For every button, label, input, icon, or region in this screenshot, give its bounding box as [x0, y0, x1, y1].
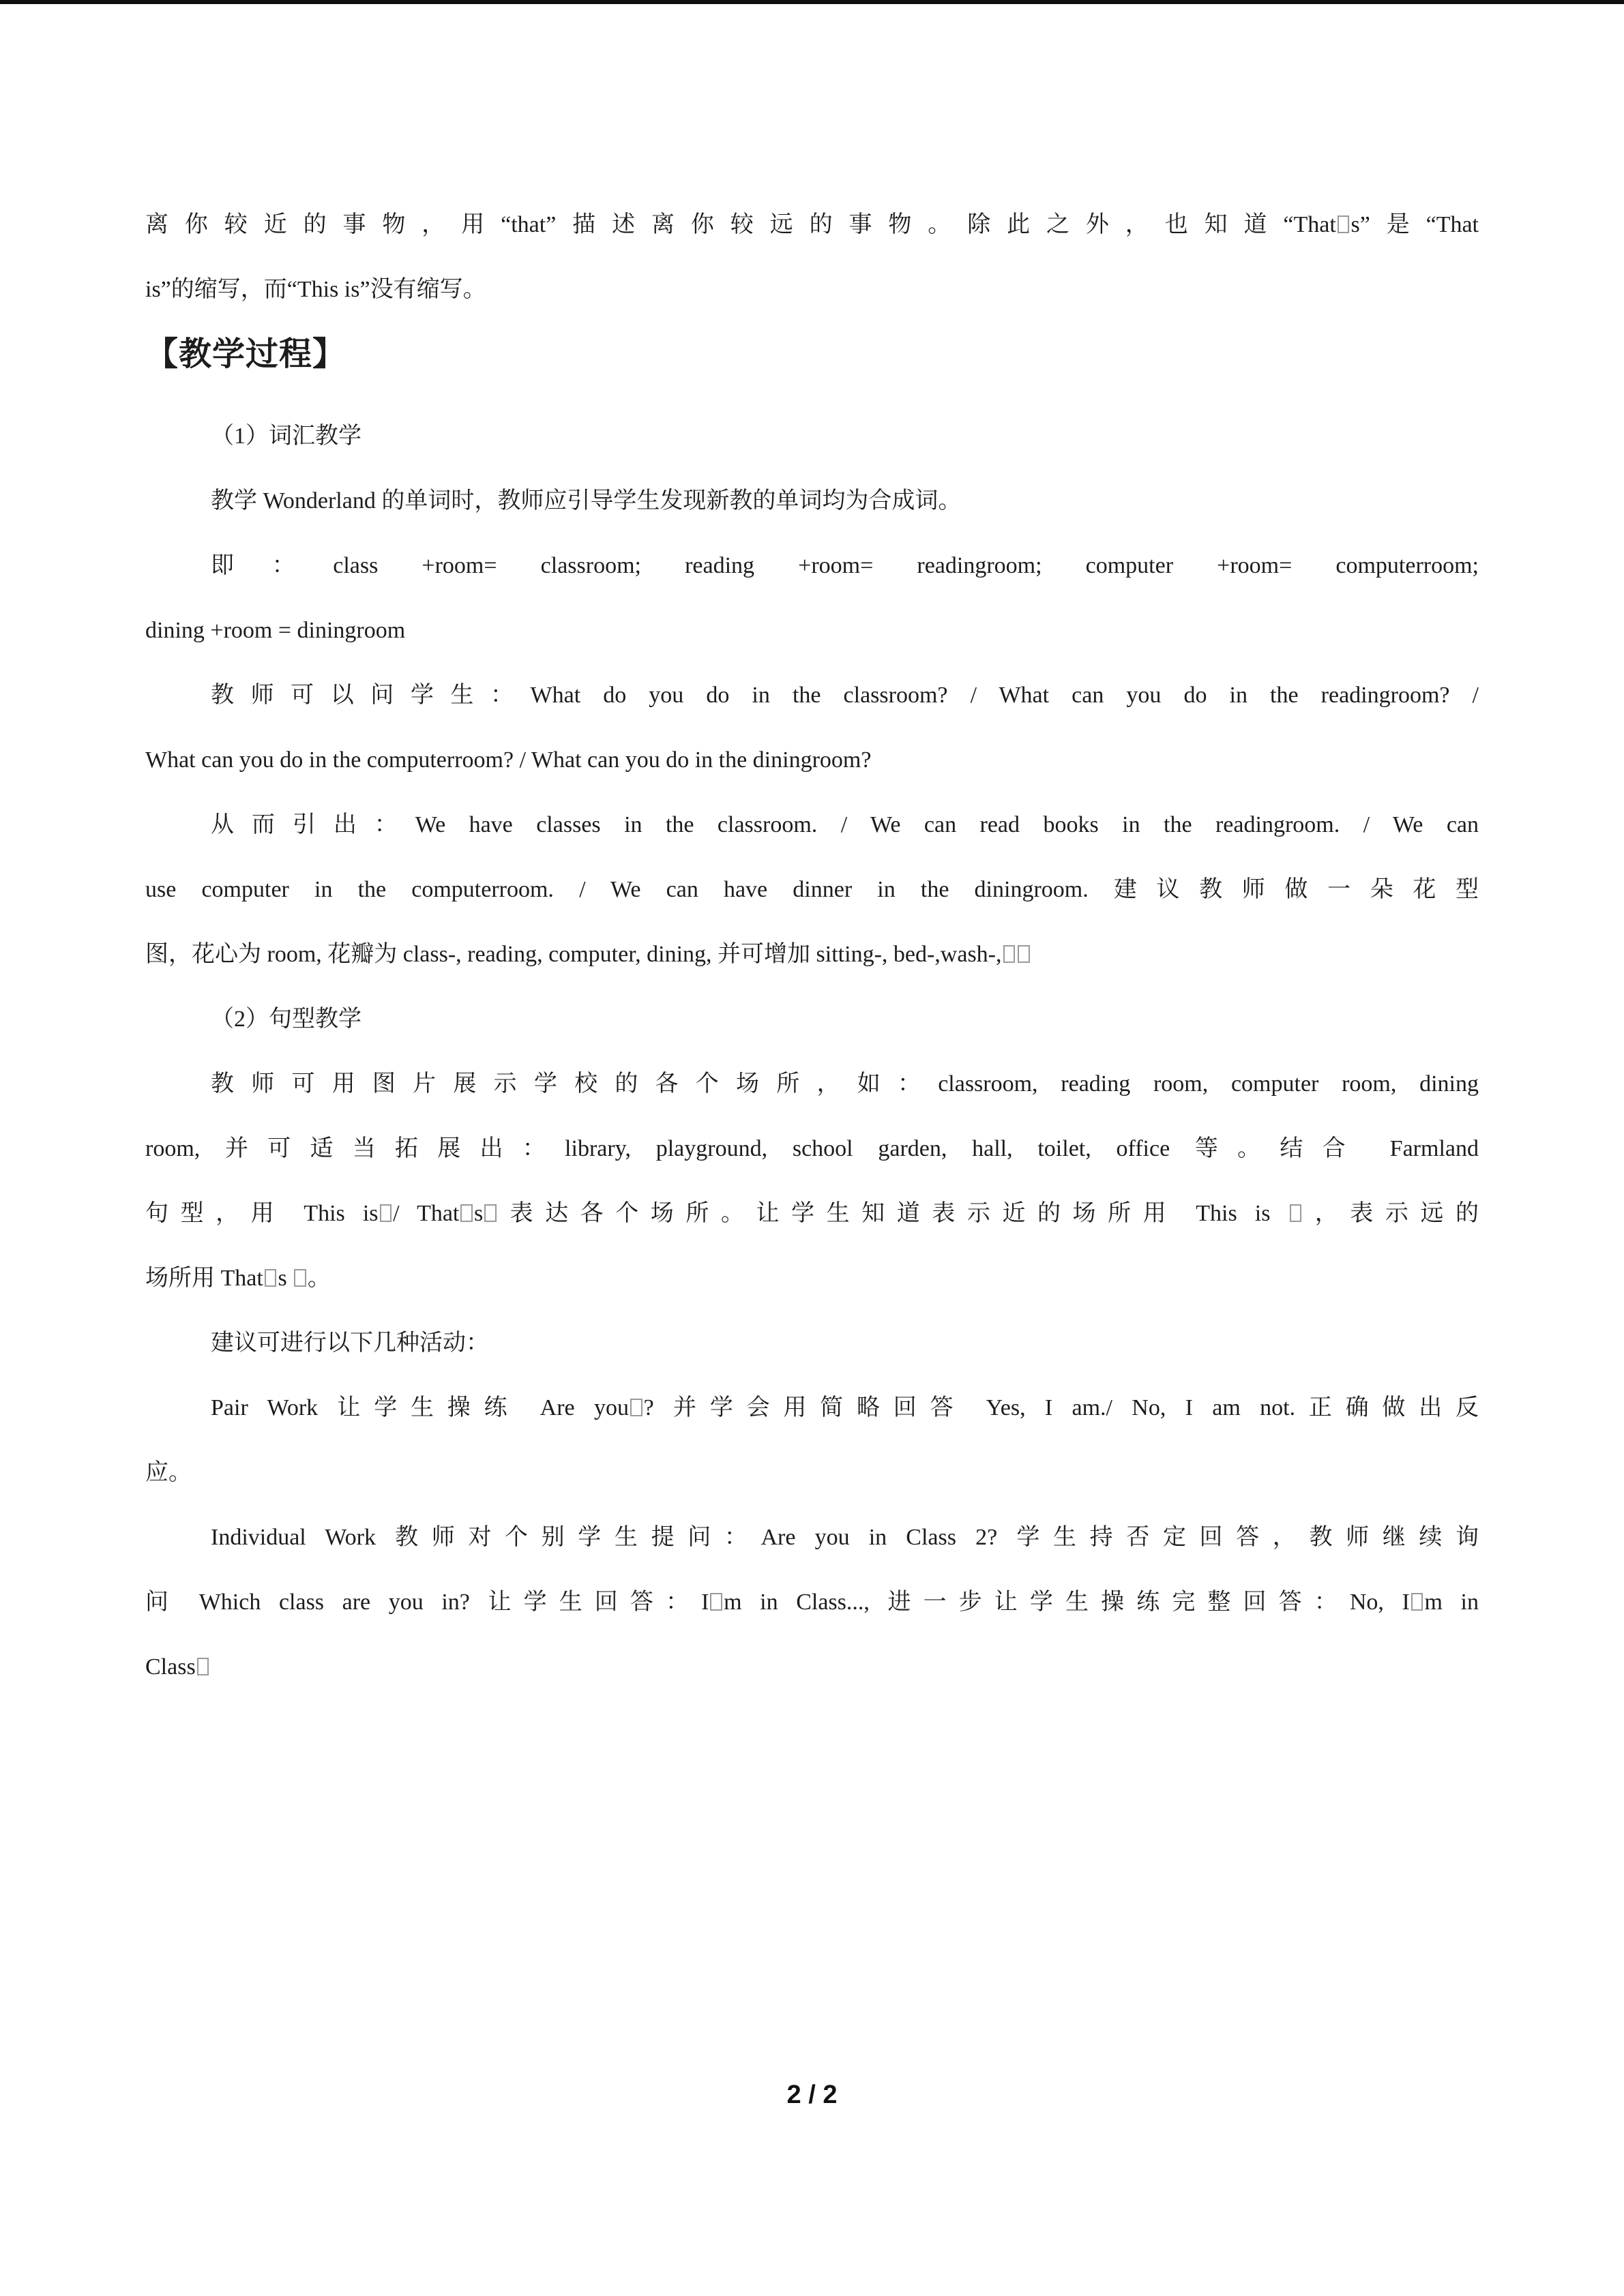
paragraph — [145, 192, 1479, 322]
text-line: dining +room = diningroom — [145, 618, 406, 643]
missing-glyph-box — [197, 1658, 209, 1676]
text-line: （1）词汇教学 — [211, 423, 361, 449]
paragraph — [145, 1311, 1479, 1375]
paragraph — [145, 468, 1479, 533]
text-line: （2）句型教学 — [211, 1007, 361, 1032]
missing-glyph-box — [380, 1204, 392, 1223]
missing-glyph-box — [460, 1204, 473, 1223]
page-number: 2 / 2 — [786, 2081, 838, 2109]
paragraph — [145, 1052, 1479, 1311]
text-line: is”的缩写，而“This is”没有缩写。 — [145, 277, 486, 302]
paragraph — [145, 1375, 1479, 1505]
text-line: 句型，用 This is / That s 表达各个场所。让学生知道表示近的场所用 This is ，表示远的 — [145, 1201, 1479, 1226]
text-line: room, 并可适当拓展出：library, playground, school garden, hall, toilet, office 等。结合 Farmland — [145, 1136, 1479, 1161]
paragraph — [145, 1505, 1479, 1699]
text-line: Individual Work 教师对个别学生提问：Are you in Class 2? 学生持否定回答，教师继续询 — [211, 1525, 1479, 1550]
missing-glyph-box — [710, 1593, 722, 1611]
paragraph — [145, 404, 1479, 468]
paragraph — [145, 533, 1479, 663]
text-line: Class — [145, 1635, 1479, 1699]
section-heading: 【教学过程】 — [145, 336, 346, 372]
missing-glyph-box — [1411, 1593, 1423, 1611]
text-line: 离你较近的事物，用“that”描述离你较远的事物。除此之外，也知道“That s”是“That — [145, 212, 1479, 237]
missing-glyph-box — [630, 1399, 643, 1417]
missing-glyph-box — [1290, 1204, 1302, 1223]
paragraph — [145, 987, 1479, 1052]
missing-glyph-box — [1018, 945, 1030, 964]
paragraph — [145, 663, 1479, 792]
text-line: 从而引出：We have classes in the classroom. / We can read books in the readingroom. / We can — [211, 812, 1479, 837]
text-line: 图，花心为 room, 花瓣为 class-, reading, computer, dining, 并可增加 sitting-, bed-,wash-, — [145, 922, 1479, 987]
text-line: 教学 Wonderland 的单词时，教师应引导学生发现新教的单词均为合成词。 — [211, 488, 962, 513]
text-line: 建议可进行以下几种活动： — [211, 1330, 489, 1356]
text-line: 应。 — [145, 1460, 192, 1485]
text-line: Pair Work 让学生操练 Are you ? 并学会用简略回答 Yes, I am./ No, I am not.正确做出反 — [211, 1395, 1479, 1420]
missing-glyph-box — [484, 1204, 497, 1223]
text-line: 教师可用图片展示学校的各个场所，如：classroom, reading room, computer room, dining — [211, 1071, 1479, 1097]
paragraph — [145, 792, 1479, 987]
missing-glyph-box — [1338, 215, 1350, 234]
missing-glyph-box — [294, 1269, 306, 1287]
text-line: What can you do in the computerroom? / What can you do in the diningroom? — [145, 747, 872, 773]
text-line: 即：class +room= classroom; reading +room= readingroom; computer +room= computerroom; — [211, 553, 1479, 578]
document-body — [145, 192, 1479, 1699]
text-line: 问 Which class are you in? 让学生回答：I m in Class..., 进一步让学生操练完整回答：No, I m in — [145, 1590, 1479, 1615]
text-line: use computer in the computerroom. / We can have dinner in the diningroom. 建议教师做一朵花型 — [145, 877, 1479, 902]
text-line: 场所用 That s 。 — [145, 1266, 331, 1291]
missing-glyph-box — [1003, 945, 1016, 964]
page-top-border — [0, 0, 1624, 4]
text-line: 教师可以问学生：What do you do in the classroom? / What can you do in the readingroom? / — [211, 683, 1479, 708]
missing-glyph-box — [265, 1269, 277, 1287]
